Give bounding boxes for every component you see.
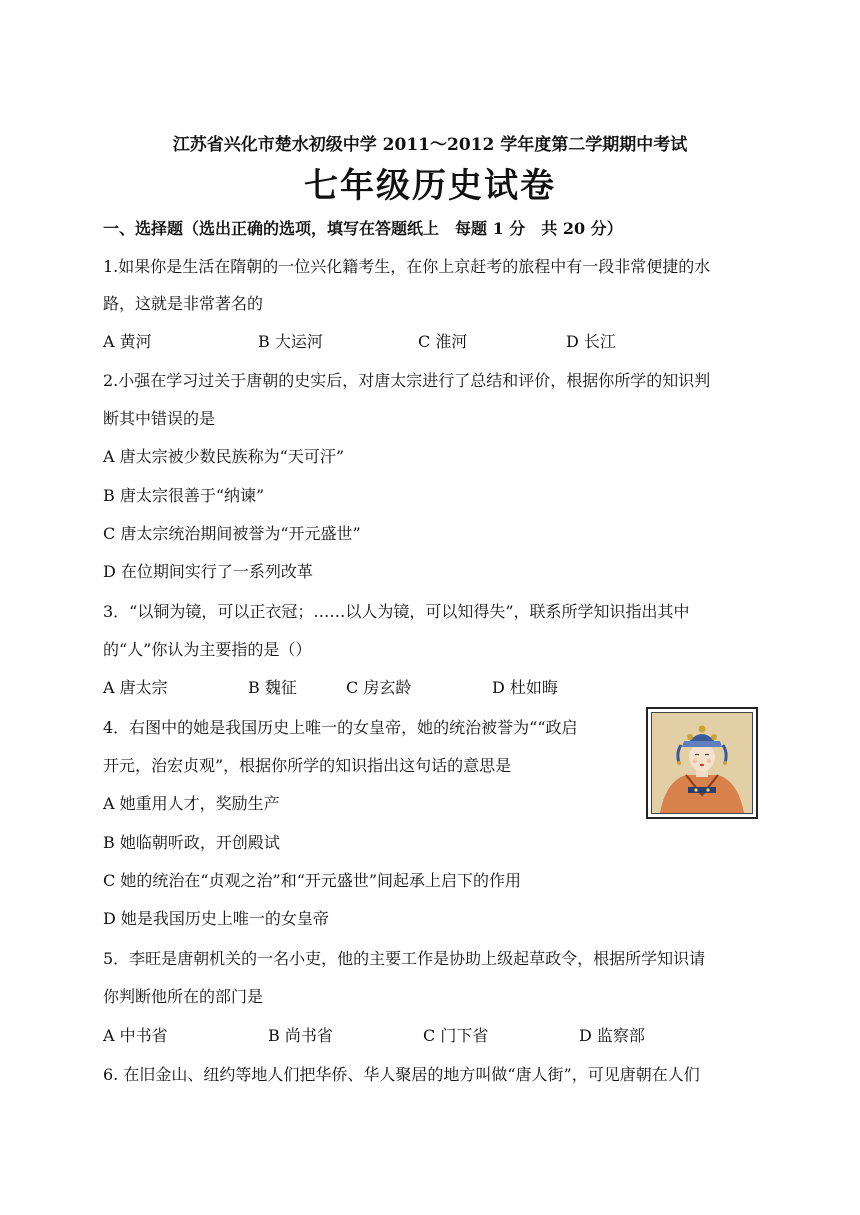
q4-option-c: C 她的统治在“贞观之治”和“开元盛世”间起承上启下的作用 — [103, 871, 522, 890]
q5-option-d: D 监察部 — [579, 1026, 645, 1045]
q1-option-c: C 淮河 — [418, 332, 468, 351]
q5-option-a: A 中书省 — [103, 1026, 168, 1045]
exam-subtitle: 江苏省兴化市楚水初级中学 2011～2012 学年度第二学期期中考试 — [172, 135, 688, 155]
q2-line1: 2.小强在学习过关于唐朝的史实后，对唐太宗进行了总结和评价，根据你所学的知识判 — [103, 371, 711, 390]
q1-option-b: B 大运河 — [258, 332, 323, 351]
q4-line2: 开元，治宏贞观”，根据你所学的知识指出这句话的意思是 — [103, 756, 512, 775]
q1-option-a: A 黄河 — [103, 332, 152, 351]
q3-option-b: B 魏征 — [248, 678, 297, 697]
q3-option-a: A 唐太宗 — [103, 678, 168, 697]
section-heading: 一、选择题（选出正确的选项，填写在答题纸上 每题 1 分 共 20 分） — [103, 219, 623, 238]
q4-option-d: D 她是我国历史上唯一的女皇帝 — [103, 909, 329, 928]
q2-line2: 断其中错误的是 — [103, 409, 216, 428]
q5-option-c: C 门下省 — [423, 1026, 489, 1045]
q1-line1: 1.如果你是生活在隋朝的一位兴化籍考生，在你上京赶考的旅程中有一段非常便捷的水 — [103, 257, 711, 276]
empress-portrait-image — [652, 713, 752, 813]
q2-option-c: C 唐太宗统治期间被誉为“开元盛世” — [103, 524, 361, 543]
q2-option-b: B 唐太宗很善于“纳谏” — [103, 486, 265, 505]
q4-option-b: B 她临朝听政，开创殿试 — [103, 833, 280, 852]
q5-line1: 5．李旺是唐朝机关的一名小吏，他的主要工作是协助上级起草政令，根据所学知识请 — [103, 949, 706, 968]
q3-option-c: C 房玄龄 — [346, 678, 412, 697]
q3-line1: 3．“以铜为镜，可以正衣冠；……以人为镜，可以知得失”，联系所学知识指出其中 — [103, 602, 690, 621]
q2-option-d: D 在位期间实行了一系列改革 — [103, 562, 313, 581]
q4-line1: 4．右图中的她是我国历史上唯一的女皇帝，她的统治被誉为““政启 — [103, 718, 578, 737]
q6-line1: 6. 在旧金山、纽约等地人们把华侨、华人聚居的地方叫做“唐人街”，可见唐朝在人们 — [103, 1065, 700, 1084]
q4-option-a: A 她重用人才，奖励生产 — [103, 794, 280, 813]
exam-title: 七年级历史试卷 — [304, 166, 556, 206]
q3-line2: 的“人”你认为主要指的是（） — [103, 640, 312, 659]
q1-line2: 路，这就是非常著名的 — [103, 294, 264, 313]
q2-option-a: A 唐太宗被少数民族称为“天可汗” — [103, 447, 345, 466]
q1-option-d: D 长江 — [566, 332, 616, 351]
q3-option-d: D 杜如晦 — [492, 678, 558, 697]
q5-option-b: B 尚书省 — [268, 1026, 333, 1045]
empress-portrait — [646, 707, 758, 819]
q5-line2: 你判断他所在的部门是 — [103, 987, 264, 1006]
